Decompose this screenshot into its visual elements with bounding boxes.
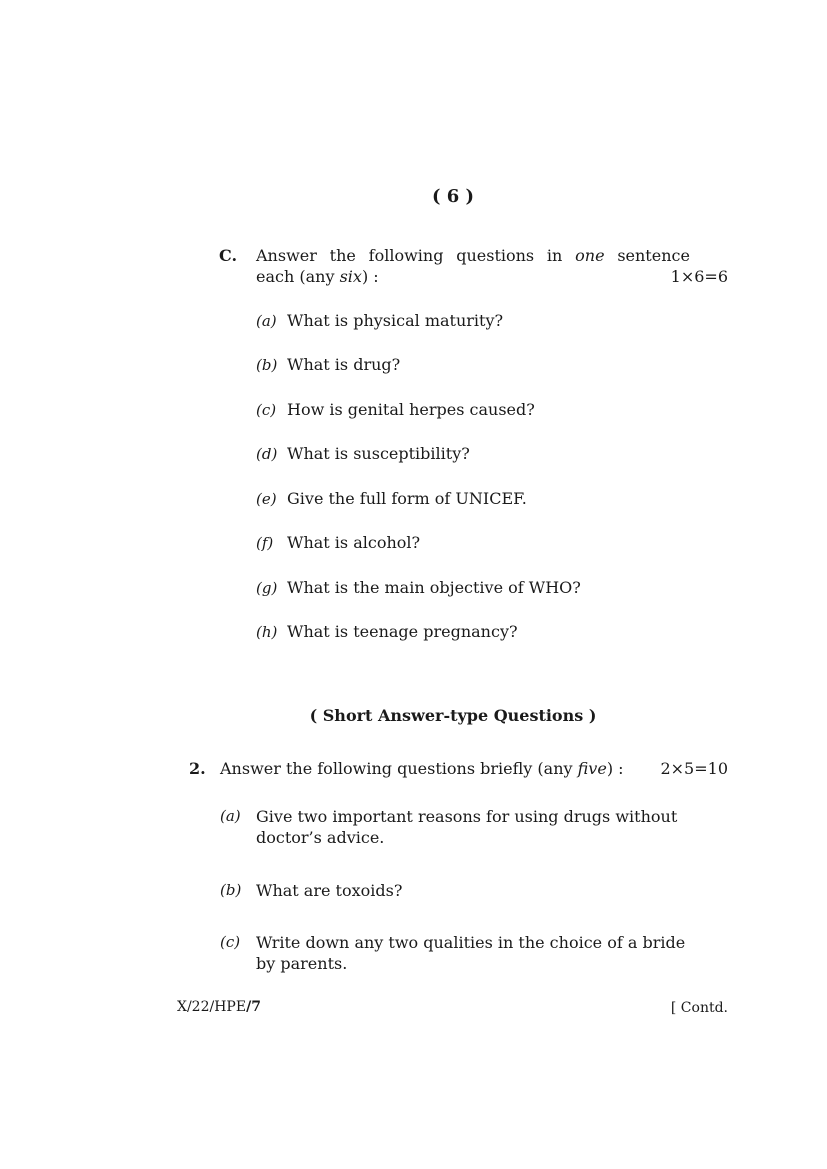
question-2-number: 2. [189,759,206,778]
question-c-option [256,399,535,421]
question-c-word: sentence [617,246,690,265]
option-text: What is drug? [287,355,401,374]
option-text: Give the full form of UNICEF. [287,489,527,508]
option-label: (d) [256,445,278,463]
question-c-option [256,621,518,643]
option-label: (c) [220,933,241,951]
question-c-prefix: each (any [256,267,340,286]
footer-code-suffix: /7 [246,999,261,1015]
option-text-line: Give two important reasons for using drugs without [256,807,678,826]
question-c-option [256,532,420,554]
question-2-prefix: Answer the following questions briefly (any [220,759,578,778]
option-label: (a) [256,312,277,330]
question-c-suffix: ) : [361,267,379,286]
footer-paper-code [177,999,261,1015]
question-2-count: five [577,759,607,778]
question-2-suffix: ) : [606,759,624,778]
option-text: What is physical maturity? [287,311,504,330]
section-title: ( Short Answer-type Questions ) [309,706,597,725]
question-c-option [256,443,470,465]
option-text: What is alcohol? [287,533,421,552]
question-c-word: the [329,246,356,265]
option-text: What is susceptibility? [287,444,470,463]
question-2-prompt [220,758,624,779]
option-text: What is teenage pregnancy? [287,622,518,641]
question-c-word: questions [456,246,535,265]
question-c-word: one [575,246,605,265]
question-c-option [256,354,400,376]
option-label: (b) [256,356,278,374]
option-label: (c) [256,401,277,419]
question-c-word: following [368,246,444,265]
question-c-prompt-line1 [256,245,690,266]
option-text-line: Write down any two qualities in the choice of a bride [256,933,686,952]
option-text: What is the main objective of WHO? [287,578,581,597]
question-c-marks: 1×6=6 [670,267,728,286]
question-c-option [256,310,503,332]
footer-code-prefix: X/22/HPE [177,999,247,1015]
question-c-option [256,488,527,510]
option-label: (e) [256,490,277,508]
option-label: (g) [256,579,278,597]
question-c-option [256,577,581,599]
option-label: (b) [220,881,242,899]
option-label: (a) [220,807,241,825]
option-text: How is genital herpes caused? [287,400,535,419]
question-c-prompt-line2 [256,266,379,287]
page-number: ( 6 ) [431,186,475,207]
question-c-word: Answer [256,246,317,265]
option-text-line: by parents. [256,954,348,973]
option-text-line: doctor’s advice. [256,828,385,847]
question-2-marks: 2×5=10 [660,759,728,778]
option-text-line: What are toxoids? [256,881,403,900]
option-label: (h) [256,623,278,641]
footer-contd: [ Contd. [670,1000,728,1016]
option-label: (f) [256,534,274,552]
question-c-label: C. [219,246,238,265]
question-c-word: in [546,246,563,265]
question-c-count: six [339,267,362,286]
